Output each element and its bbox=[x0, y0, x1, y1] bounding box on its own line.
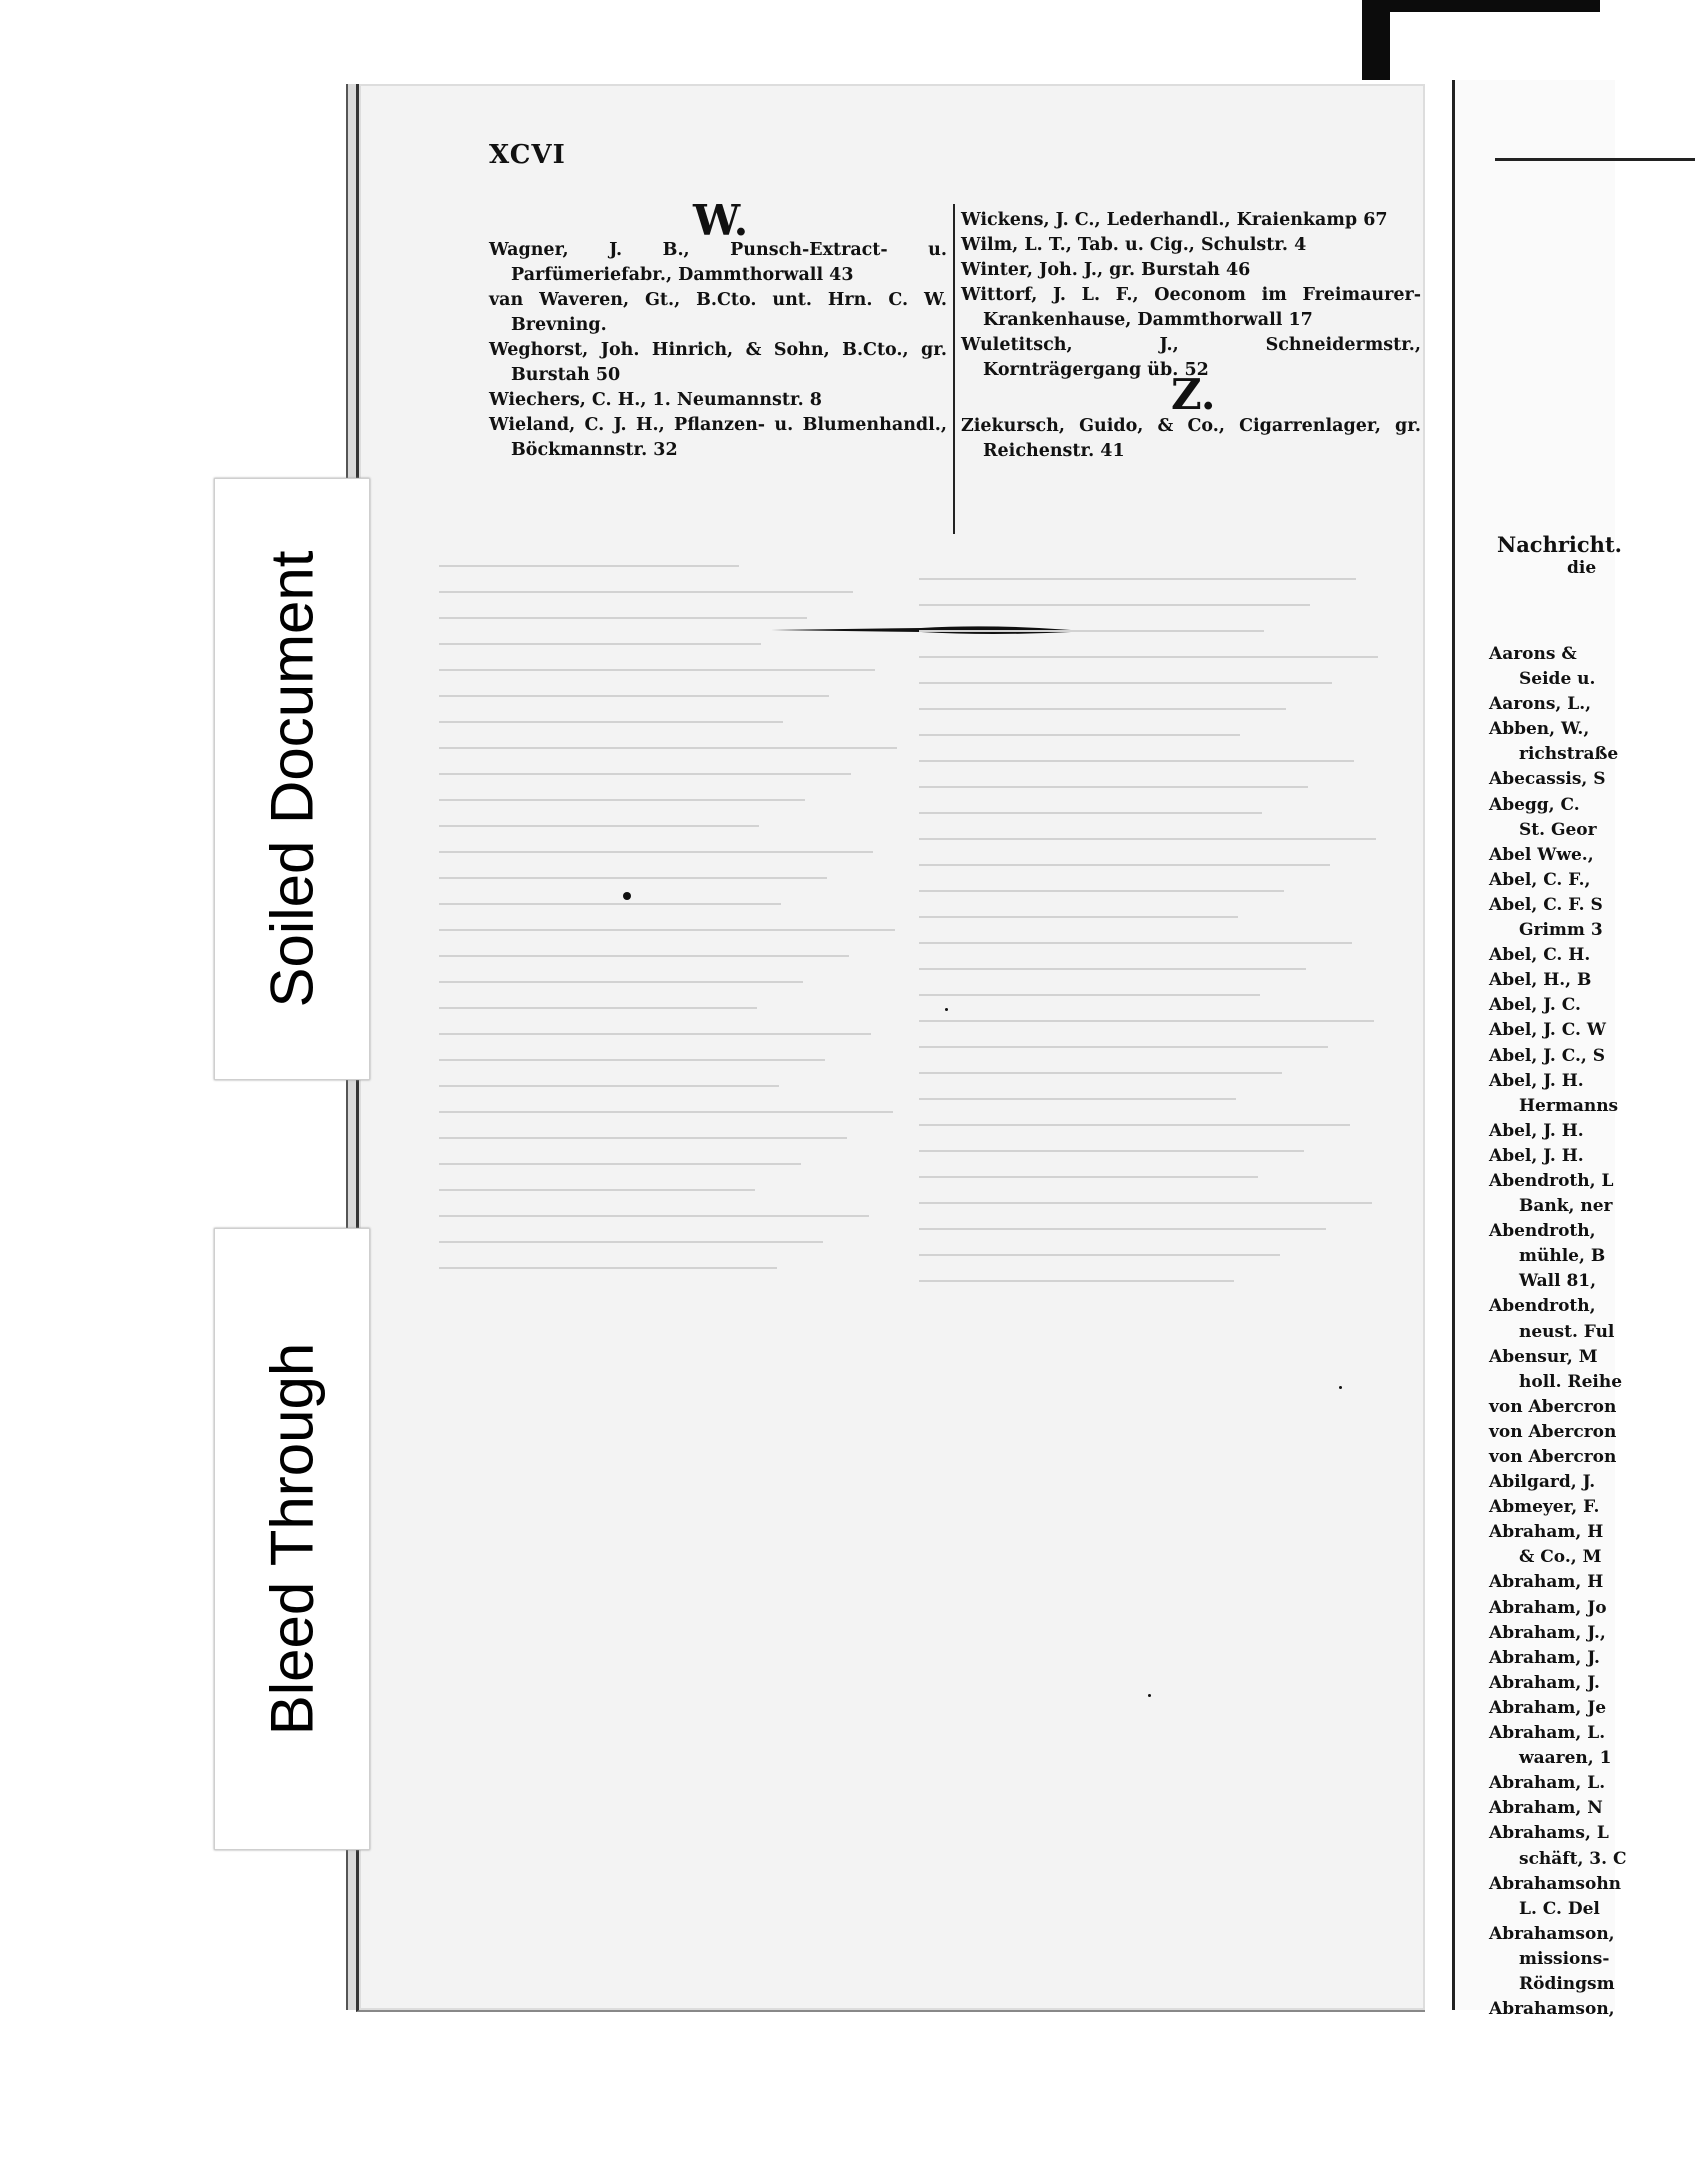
bleed-through-line bbox=[919, 708, 1286, 710]
bleed-through-line bbox=[919, 968, 1306, 970]
list-item: Abel, H., B bbox=[1489, 970, 1592, 991]
list-item: Seide u. bbox=[1519, 669, 1596, 690]
bleed-through-line bbox=[919, 1098, 1236, 1100]
bleed-through-line bbox=[439, 1033, 871, 1035]
bleed-through-line bbox=[919, 1228, 1326, 1230]
bleed-through-line bbox=[919, 1046, 1328, 1048]
bleed-through-line bbox=[439, 877, 827, 879]
list-item: missions- bbox=[1519, 1948, 1610, 1969]
list-item: richstraße bbox=[1519, 744, 1619, 765]
bleed-through-line bbox=[919, 864, 1330, 866]
list-item: Weghorst, Joh. Hinrich, & Sohn, B.Cto., gr. Burstah 50 bbox=[489, 340, 947, 385]
list-item: Abendroth, L bbox=[1489, 1170, 1614, 1191]
list-item: Grimm 3 bbox=[1519, 920, 1603, 941]
bleed-through-line bbox=[919, 1202, 1372, 1204]
bleed-through-line bbox=[439, 1059, 825, 1061]
bleed-through-line bbox=[439, 1111, 893, 1113]
dust-speck bbox=[1339, 1386, 1342, 1389]
list-item: L. C. Del bbox=[1519, 1898, 1600, 1919]
list-item: Abecassis, S bbox=[1489, 769, 1606, 790]
bleed-through-line bbox=[439, 1137, 847, 1139]
list-item: Abensur, M bbox=[1489, 1346, 1598, 1367]
bleed-through-line bbox=[439, 617, 807, 619]
bleed-through-line bbox=[439, 591, 853, 593]
bleed-through-line bbox=[439, 669, 875, 671]
list-item: Abrahamson, bbox=[1489, 1999, 1615, 2020]
bleed-through-line bbox=[439, 1215, 869, 1217]
bleed-through-line bbox=[439, 643, 761, 645]
bleed-through-line bbox=[439, 825, 759, 827]
list-item: waaren, 1 bbox=[1519, 1748, 1612, 1769]
bleed-through-line bbox=[439, 1007, 757, 1009]
list-item: Abendroth, bbox=[1489, 1221, 1596, 1242]
list-item: Abraham, J., bbox=[1489, 1622, 1606, 1643]
list-item: Abel, C. F. S bbox=[1489, 894, 1603, 915]
bleed-through-line bbox=[919, 1280, 1234, 1282]
bleed-through-texture bbox=[439, 554, 1399, 1994]
list-item: Abel, J. H. bbox=[1489, 1145, 1584, 1166]
list-item: Aarons & bbox=[1489, 644, 1577, 664]
bleed-through-line bbox=[439, 955, 849, 957]
bleed-through-line bbox=[439, 1267, 777, 1269]
bleed-through-line bbox=[919, 916, 1238, 918]
bleed-through-line bbox=[919, 890, 1284, 892]
bleed-through-line bbox=[439, 851, 873, 853]
list-item: Abel, J. C., S bbox=[1489, 1045, 1606, 1066]
bleed-through-line bbox=[919, 604, 1310, 606]
list-item: Abel, J. H. bbox=[1489, 1120, 1584, 1141]
document-page bbox=[356, 84, 1425, 2012]
bleed-through-line bbox=[919, 656, 1378, 658]
bleed-through-line bbox=[919, 786, 1308, 788]
adjacent-page-heading: Nachricht. bbox=[1497, 532, 1622, 557]
bleed-through-line bbox=[919, 1176, 1258, 1178]
list-item: von Abercron bbox=[1489, 1447, 1617, 1467]
bleed-through-line bbox=[919, 1072, 1282, 1074]
list-item: Abel, C. F., bbox=[1489, 869, 1591, 890]
bleed-through-line bbox=[919, 578, 1356, 580]
list-item: Bank, ner bbox=[1519, 1196, 1613, 1217]
list-item: Wall 81, bbox=[1519, 1271, 1597, 1292]
bleed-through-line bbox=[919, 1254, 1280, 1256]
list-item: Abrahams, L bbox=[1489, 1823, 1609, 1844]
bleed-through-line bbox=[919, 942, 1352, 944]
bleed-through-line bbox=[919, 682, 1332, 684]
list-item: holl. Reihe bbox=[1519, 1371, 1623, 1392]
bleed-through-line bbox=[919, 1150, 1304, 1152]
adjacent-page-subheading: die bbox=[1567, 558, 1597, 578]
list-item: Abegg, C. bbox=[1489, 794, 1580, 815]
bleed-through-line bbox=[439, 565, 739, 567]
bleed-through-line bbox=[919, 994, 1260, 996]
list-item: Abraham, L. bbox=[1489, 1723, 1606, 1744]
bleed-through-line bbox=[439, 981, 803, 983]
bleed-through-label bbox=[214, 1228, 370, 1850]
list-item: Wiechers, C. H., 1. Neumannstr. 8 bbox=[489, 390, 822, 410]
bleed-through-line bbox=[439, 1189, 755, 1191]
bleed-through-line bbox=[439, 1085, 779, 1087]
list-item: Abraham, J. bbox=[1489, 1672, 1600, 1693]
list-item: Wickens, J. C., Lederhandl., Kraienkamp 67 bbox=[961, 210, 1388, 230]
list-item: Abel, J. C. W bbox=[1489, 1020, 1606, 1041]
right-column-z bbox=[961, 414, 1421, 464]
list-item: Ziekursch, Guido, & Co., Cigarrenlager, gr. Reichenstr. 41 bbox=[961, 416, 1421, 461]
list-item: Abilgard, J. bbox=[1489, 1472, 1596, 1493]
bleed-through-line bbox=[439, 1163, 801, 1165]
adjacent-page-list bbox=[1489, 642, 1689, 2022]
list-item: Abel Wwe., bbox=[1489, 844, 1594, 865]
bleed-through-line bbox=[919, 1124, 1350, 1126]
bleed-through-line bbox=[439, 929, 895, 931]
list-item: & Co., M bbox=[1519, 1547, 1602, 1568]
list-item: Abrahamsohn bbox=[1489, 1873, 1622, 1894]
list-item: Abmeyer, F. bbox=[1489, 1497, 1600, 1518]
section-letter-z: Z. bbox=[1171, 370, 1216, 419]
bleed-through-line bbox=[439, 721, 783, 723]
list-item: schäft, 3. C bbox=[1519, 1848, 1627, 1869]
list-item: Abraham, L. bbox=[1489, 1773, 1606, 1794]
list-item: Wagner, J. B., Punsch-Extract- u. Parfümeriefabr., Dammthorwall 43 bbox=[489, 240, 947, 285]
bleed-through-label-text: Bleed Through bbox=[258, 1342, 326, 1736]
list-item: Abben, W., bbox=[1489, 719, 1590, 740]
left-column bbox=[489, 238, 947, 463]
bleed-through-line bbox=[919, 734, 1240, 736]
list-item: Abraham, H bbox=[1489, 1522, 1604, 1543]
list-item: St. Geor bbox=[1519, 819, 1597, 840]
bleed-through-line bbox=[439, 747, 897, 749]
list-item: von Abercron bbox=[1489, 1421, 1617, 1442]
list-item: Abel, J. C. bbox=[1489, 995, 1581, 1016]
section-letter-w: W. bbox=[693, 196, 749, 245]
list-item: van Waveren, Gt., B.Cto. unt. Hrn. C. W. Brevning. bbox=[489, 290, 947, 335]
bleed-through-line bbox=[439, 695, 829, 697]
list-item: Hermanns bbox=[1519, 1095, 1619, 1116]
list-item: Abraham, N bbox=[1489, 1798, 1603, 1819]
dust-speck bbox=[623, 892, 631, 900]
list-item: von Abercron bbox=[1489, 1396, 1617, 1417]
dust-speck bbox=[945, 1008, 948, 1011]
bleed-through-line bbox=[439, 773, 851, 775]
bleed-through-line bbox=[439, 903, 781, 905]
bleed-through-line bbox=[919, 760, 1354, 762]
bleed-through-line bbox=[919, 812, 1262, 814]
list-item: Abraham, Je bbox=[1489, 1697, 1607, 1718]
list-item: Abendroth, bbox=[1489, 1296, 1596, 1317]
adjacent-page bbox=[1452, 80, 1627, 2020]
list-item: Abel, J. H. bbox=[1489, 1070, 1584, 1091]
list-item: Abraham, Jo bbox=[1489, 1597, 1607, 1618]
right-column bbox=[961, 208, 1421, 383]
bleed-through-line bbox=[919, 630, 1264, 632]
list-item: Wieland, C. J. H., Pflanzen- u. Blumenhandl., Böckmannstr. 32 bbox=[489, 415, 947, 460]
list-item: Wittorf, J. L. F., Oeconom im Freimaurer-Krankenhause, Dammthorwall 17 bbox=[961, 285, 1421, 330]
list-item: Aarons, L., bbox=[1489, 694, 1592, 715]
bleed-through-line bbox=[919, 1020, 1374, 1022]
list-item: Wilm, L. T., Tab. u. Cig., Schulstr. 4 bbox=[961, 235, 1307, 255]
list-item: Abraham, J. bbox=[1489, 1647, 1600, 1668]
list-item: Winter, Joh. J., gr. Burstah 46 bbox=[961, 260, 1251, 280]
list-item: Wuletitsch, J., Schneidermstr., Kornträgergang üb. 52 bbox=[961, 335, 1421, 380]
list-item: Abel, C. H. bbox=[1489, 945, 1591, 966]
column-rule bbox=[953, 204, 955, 534]
bleed-through-line bbox=[439, 1241, 823, 1243]
scan-border-top-right bbox=[1388, 0, 1600, 12]
list-item: Abraham, H bbox=[1489, 1572, 1604, 1593]
page-number: XCVI bbox=[489, 140, 566, 170]
header-rule bbox=[1495, 158, 1695, 161]
list-item: neust. Ful bbox=[1519, 1321, 1615, 1342]
soiled-document-label bbox=[214, 478, 370, 1080]
scan-border-right bbox=[1362, 0, 1390, 80]
list-item: Abrahamson, bbox=[1489, 1923, 1615, 1944]
bleed-through-line bbox=[919, 838, 1376, 840]
soiled-document-label-text: Soiled Document bbox=[258, 550, 326, 1008]
list-item: mühle, B bbox=[1519, 1246, 1606, 1267]
dust-speck bbox=[1148, 1694, 1151, 1697]
list-item: Rödingsm bbox=[1519, 1973, 1615, 1994]
bleed-through-line bbox=[439, 799, 805, 801]
